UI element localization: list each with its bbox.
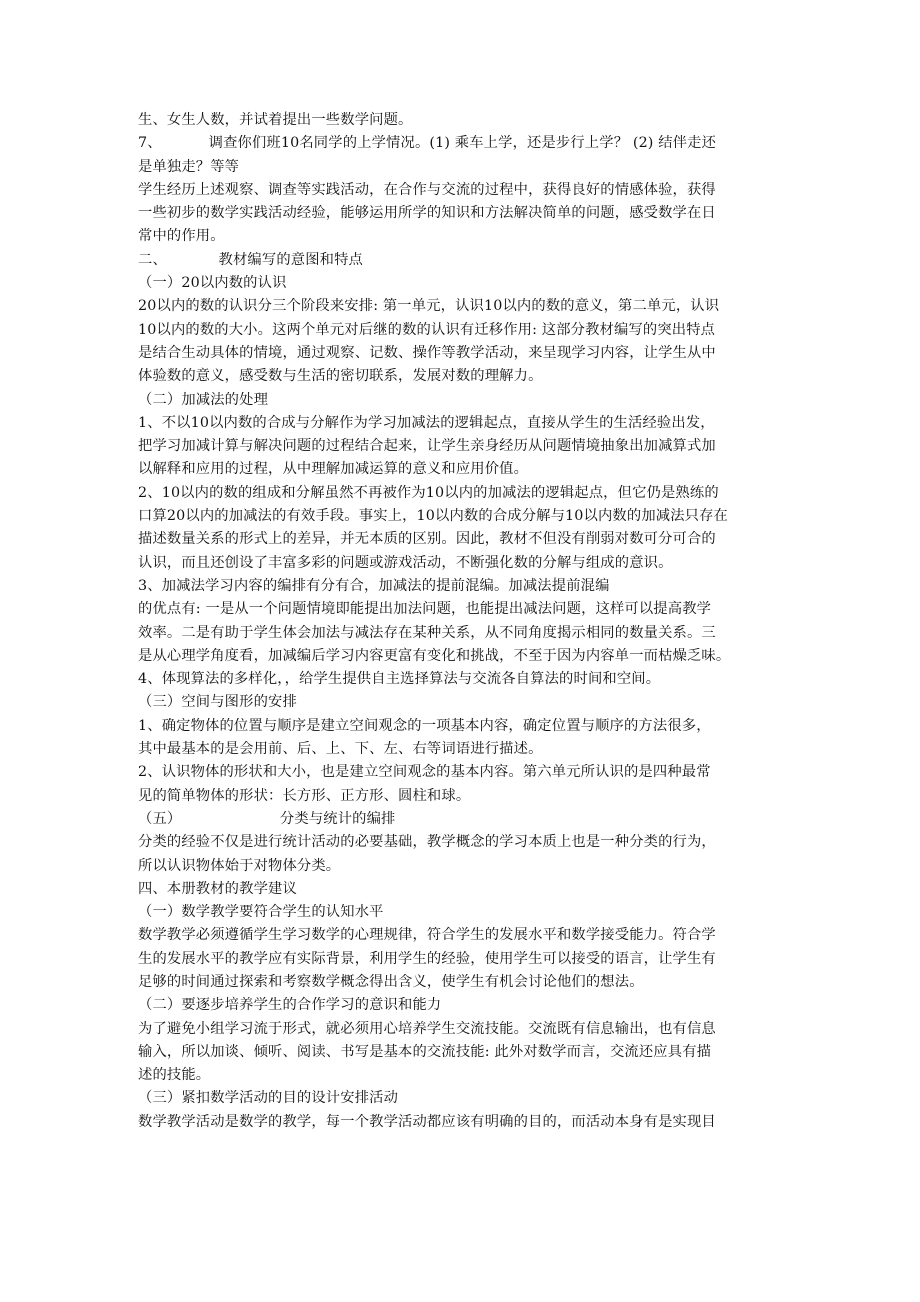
text-line: 20以内的数的认识分三个阶段来安排: 第一单元，认识10以内的数的意义，第二单元，认识: [138, 298, 720, 315]
text-line: （二）要逐步培养学生的合作学习的意识和能力: [138, 997, 442, 1014]
text-line: 生、女生人数，并试着提出一些数学问题。: [138, 112, 413, 128]
text-line: （三）空间与图形的安排: [138, 694, 297, 711]
text-line: 以解释和应用的过程，从中理解加减运算的意义和应用价值。: [138, 461, 529, 478]
text-line: 1、不以10以内数的合成与分解作为学习加减法的逻辑起点，直接从学生的生活经验出发，: [138, 414, 715, 431]
text-line: 把学习加减计算与解决问题的过程结合起来，让学生亲身经历从问题情境抽象出加减算式加: [138, 438, 716, 455]
text-line: 2、认识物体的形状和大小，也是建立空间观念的基本内容。第六单元所认识的是四种最常: [138, 764, 711, 781]
text-line: 是结合生动具体的情境，通过观察、记数、操作等教学活动，来呈现学习内容，让学生从中: [138, 344, 716, 361]
text-line: 效率。二是有助于学生体会加法与减法存在某种关系，从不同角度揭示相同的数量关系。三: [138, 624, 716, 641]
text-line: （三）紧扣数学活动的目的设计安排活动: [138, 1090, 399, 1107]
text-line: （一）20以内数的认识: [138, 275, 287, 292]
text-line: 4、体现算法的多样化，，给学生提供自主选择算法与交流各自算法的时间和空间。: [138, 671, 661, 688]
text-line: 数学教学必须遵循学生学习数学的心理规律，符合学生的发展水平和数学接受能力。符合学: [138, 927, 716, 944]
text-line: （五） 分类与统计的编排: [138, 810, 396, 827]
text-line: 体验数的意义，感受数与生活的密切联系，发展对数的理解力。: [138, 368, 543, 385]
text-line: 分类的经验不仅是进行统计活动的必要基础，教学概念的学习本质上也是一种分类的行为，: [138, 834, 716, 851]
text-line: 见的简单物体的形状：长方形、正方形、圆柱和球。: [138, 787, 471, 804]
text-line: 其中最基本的是会用前、后、上、下、左、右等词语进行描述。: [138, 741, 543, 758]
document-page: [138, 109, 784, 1134]
text-line: 生的发展水平的教学应有实际背景，利用学生的经验，使用学生可以接受的语言，让学生有: [138, 950, 716, 967]
text-line: 是单独走？等等: [138, 158, 240, 175]
text-line: 所以认识物体始于对物体分类。: [138, 857, 341, 874]
text-line: 2、10以内的数的组成和分解虽然不再被作为10以内的加减法的逻辑起点，但它仍是熟练的: [138, 484, 719, 501]
text-line: 为了避免小组学习流于形式，就必须用心培养学生交流技能。交流既有信息输出，也有信息: [138, 1020, 716, 1037]
text-line: 二、 教材编写的意图和特点: [138, 251, 364, 268]
text-line: 四、本册教材的教学建议: [138, 880, 297, 897]
text-line: 认识，而且还创设了丰富多彩的问题或游戏活动，不断强化数的分解与组成的意识。: [138, 554, 673, 571]
text-line: 1、确定物体的位置与顺序是建立空间观念的一项基本内容，确定位置与顺序的方法很多，: [138, 717, 711, 734]
text-line: 常中的作用。: [138, 228, 225, 245]
text-line: 10以内的数的大小。这两个单元对后继的数的认识有迁移作用: 这部分教材编写的突出特点: [138, 321, 716, 338]
text-line: 输入，所以加谈、倾听、阅读、书写是基本的交流技能: 此外对数学而言，交流还应具有描: [138, 1043, 712, 1060]
text-line: 3、加减法学习内容的编排有分有合，加减法的提前混编。加减法提前混编: [138, 577, 610, 594]
text-line: 述的技能。: [138, 1067, 211, 1084]
text-line: 口算20以内的加减法的有效手段。事实上，10以内数的合成分解与10以内数的加减法只存在: [138, 508, 729, 525]
text-line: （一）数学教学要符合学生的认知水平: [138, 904, 384, 921]
text-line: 是从心理学角度看，加减编后学习内容更富有变化和挑战，不至于因为内容单一而枯燥乏味。: [138, 647, 731, 664]
text-line: 7、 调查你们班10名同学的上学情况。(1) 乘车上学，还是步行上学？ (2) 结伴走还: [138, 135, 717, 152]
text-line: 数学教学活动是数学的教学，每一个教学活动都应该有明确的目的，而活动本身有是实现目: [138, 1113, 716, 1130]
text-line: 学生经历上述观察、调查等实践活动，在合作与交流的过程中，获得良好的情感体验，获得: [138, 181, 716, 198]
text-line: 的优点有: 一是从一个问题情境即能提出加法问题，也能提出减法问题，这样可以提高教学: [138, 601, 712, 618]
text-line: 一些初步的数学实践活动经验，能够运用所学的知识和方法解决简单的问题，感受数学在日: [138, 205, 716, 222]
text-line: （二）加减法的处理: [138, 391, 269, 408]
text-line: 描述数量关系的形式上的差异，并无本质的区别。因此，教材不但没有削弱对数可分可合的: [138, 531, 716, 548]
text-line: 足够的时间通过探索和考察数学概念得出含义，使学生有机会讨论他们的想法。: [138, 973, 644, 990]
